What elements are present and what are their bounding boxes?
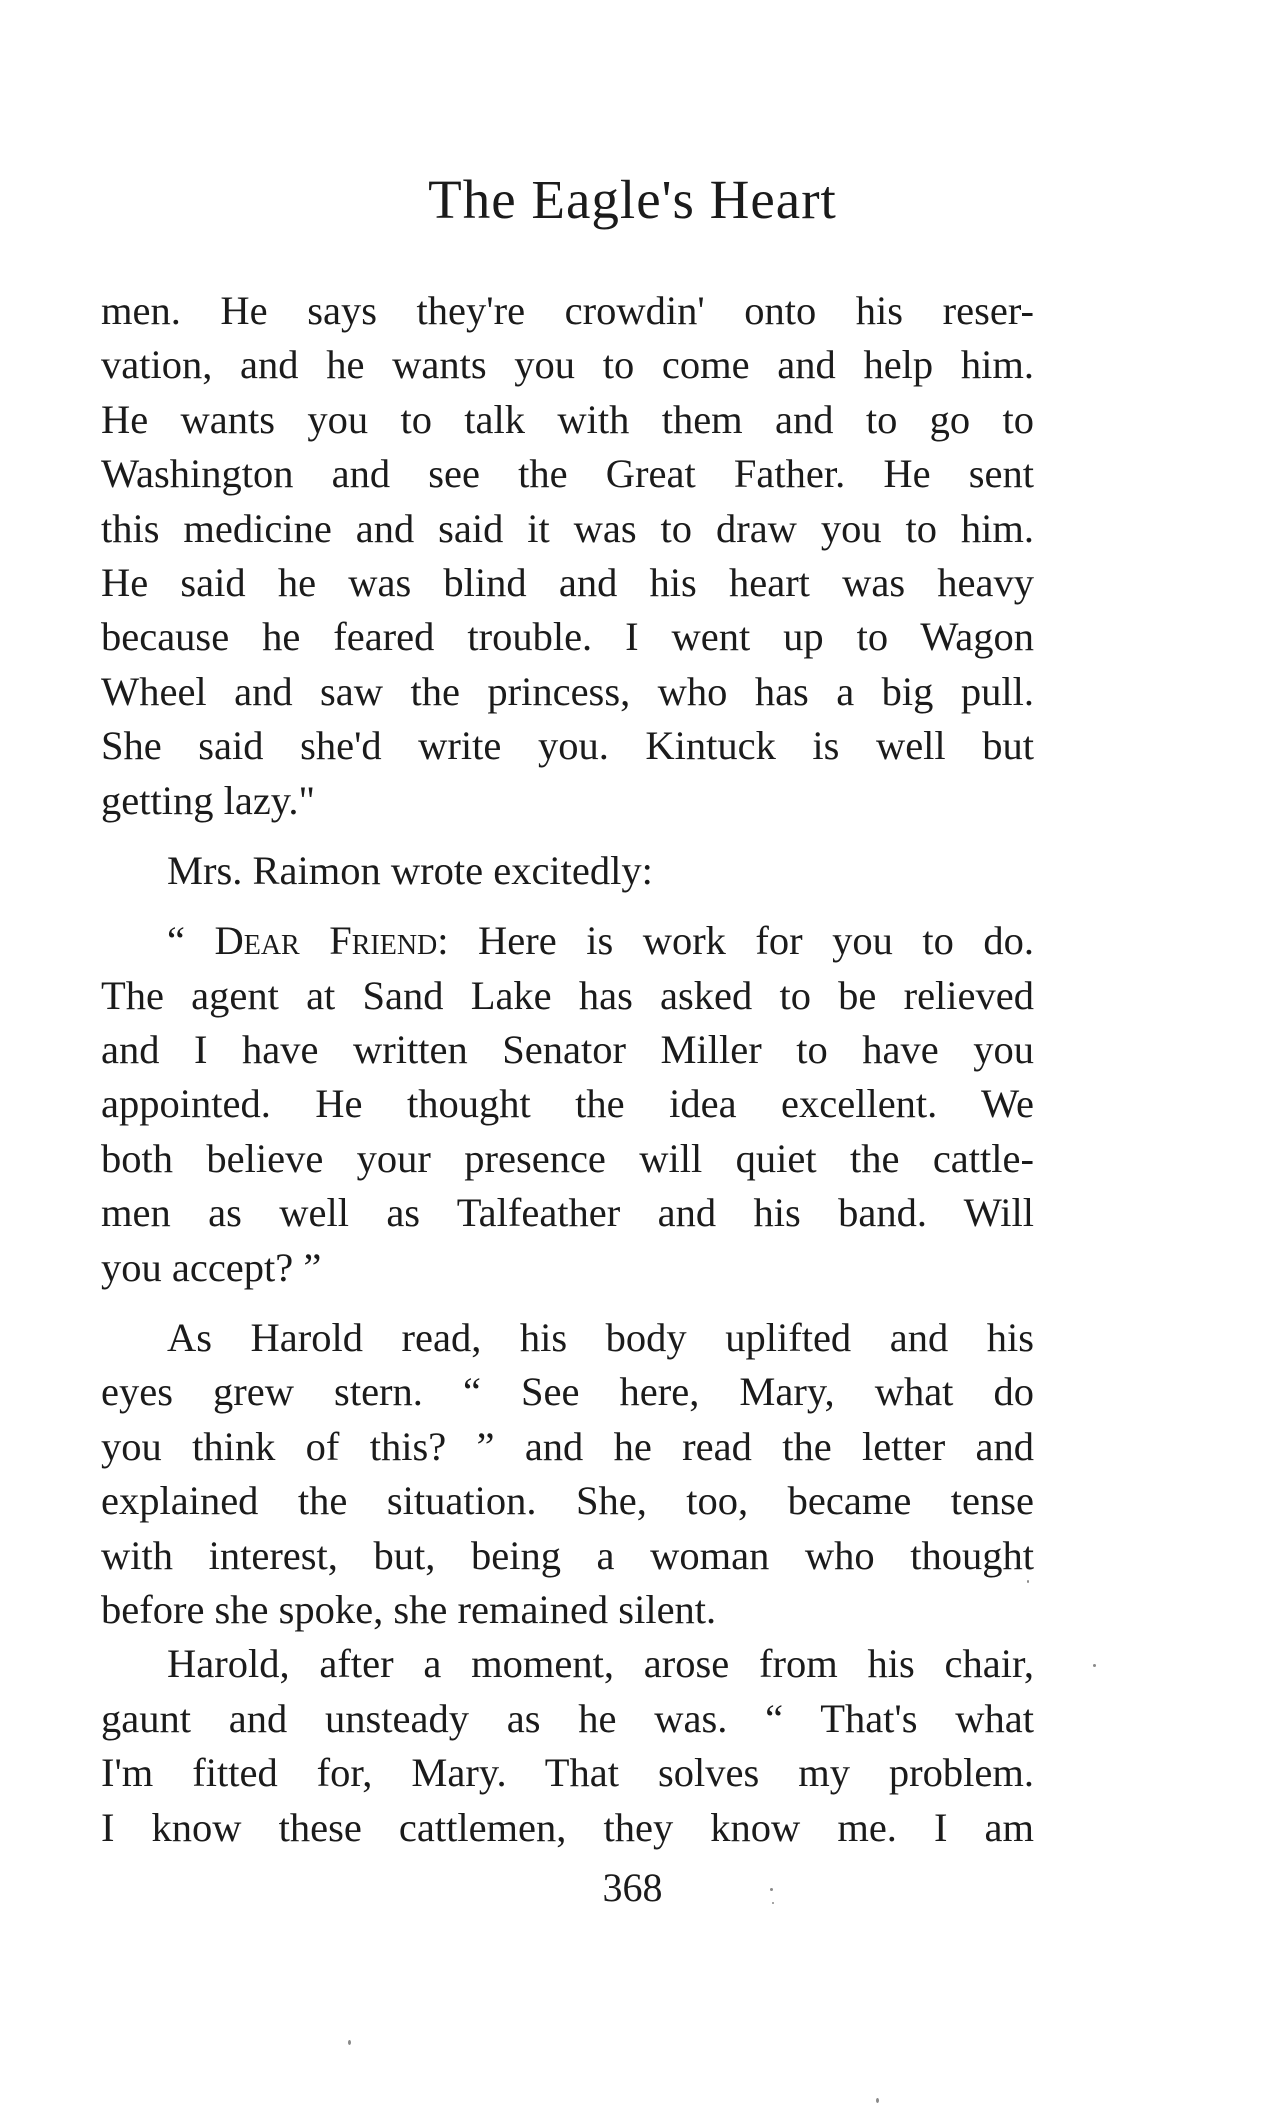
- text-line: He said he was blind and his heart was heavy: [101, 559, 1034, 605]
- text-line: Wheel and saw the princess, who has a big pull.: [101, 668, 1034, 714]
- text-line: getting lazy.": [101, 777, 316, 823]
- text-line: explained the situation. She, too, became tense: [101, 1478, 1034, 1524]
- paragraph-continuation: [101, 284, 1034, 828]
- paragraph: [101, 844, 1034, 898]
- text-line: Mrs. Raimon wrote excitedly:: [167, 847, 653, 893]
- scan-speck: [1093, 1664, 1096, 1667]
- text-line: As Harold read, his body uplifted and his: [167, 1315, 1034, 1361]
- text-line: because he feared trouble. I went up to Wagon: [101, 614, 1034, 660]
- text-line: you accept? ”: [101, 1244, 322, 1290]
- text-run: Here is work for you to do.: [448, 918, 1034, 964]
- text-line: appointed. He thought the idea excellent. We: [101, 1081, 1034, 1127]
- open-quote: “: [167, 918, 215, 964]
- page-body: [101, 284, 1034, 1855]
- text-line: gaunt and unsteady as he was. “ That's what: [101, 1695, 1034, 1741]
- text-line: this medicine and said it was to draw you to him.: [101, 505, 1034, 551]
- text-line: [101, 914, 1034, 968]
- text-line: both believe your presence will quiet the cattle-: [101, 1135, 1034, 1181]
- text-line: The agent at Sand Lake has asked to be relieved: [101, 972, 1034, 1018]
- salutation: Dear Friend:: [214, 918, 449, 964]
- text-line: with interest, but, being a woman who thought: [101, 1532, 1034, 1578]
- scan-speck: [348, 2040, 351, 2045]
- running-title: The Eagle's Heart: [428, 169, 837, 230]
- scan-speck: [1027, 1580, 1029, 1583]
- text-line: men as well as Talfeather and his band. Will: [101, 1190, 1034, 1236]
- text-line: men. He says they're crowdin' onto his reser-: [101, 288, 1034, 333]
- scan-speck: [770, 1888, 773, 1891]
- scan-speck: [772, 1902, 774, 1904]
- text-line: I know these cattlemen, they know me. I am: [101, 1804, 1034, 1850]
- text-line: Harold, after a moment, arose from his chair,: [167, 1641, 1034, 1687]
- scan-speck: [876, 2098, 879, 2103]
- text-line: eyes grew stern. “ See here, Mary, what do: [101, 1369, 1034, 1415]
- paragraph: [101, 1637, 1034, 1855]
- letter-paragraph: [101, 914, 1034, 1295]
- text-line: you think of this? ” and he read the letter and: [101, 1423, 1034, 1469]
- text-line: He wants you to talk with them and to go to: [101, 396, 1034, 442]
- text-line: and I have written Senator Miller to have you: [101, 1027, 1034, 1073]
- text-line: Washington and see the Great Father. He sent: [101, 451, 1034, 497]
- paragraph: [101, 1311, 1034, 1637]
- page-number: 368: [602, 1865, 663, 1910]
- text-line: vation, and he wants you to come and help him.: [101, 342, 1034, 388]
- text-line: I'm fitted for, Mary. That solves my problem.: [101, 1750, 1034, 1796]
- text-line: before she spoke, she remained silent.: [101, 1586, 717, 1632]
- text-line: She said she'd write you. Kintuck is well but: [101, 723, 1034, 769]
